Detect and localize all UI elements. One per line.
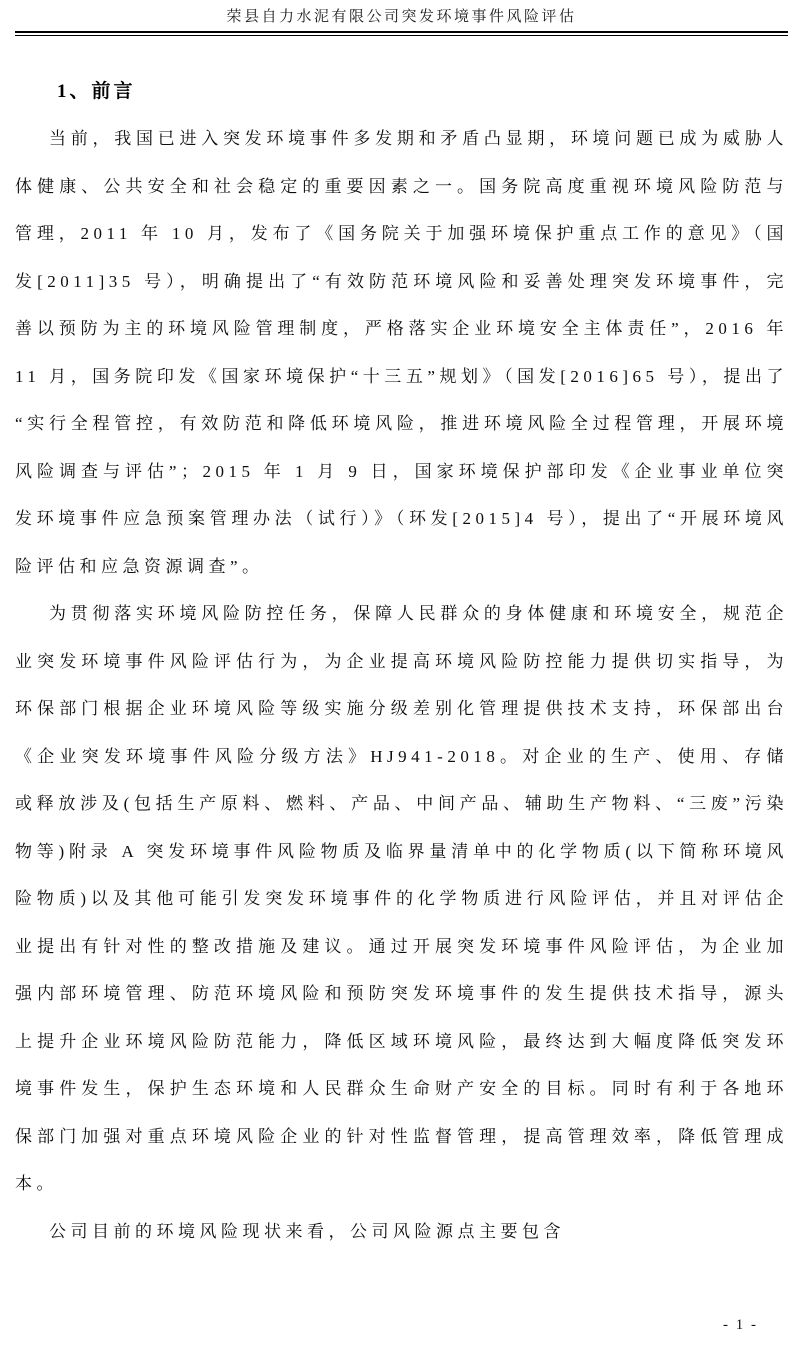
paragraph-company-risk-status: 公司目前的环境风险现状来看，公司风险源点主要包含	[49, 1221, 565, 1241]
paragraph-assessment-purpose: 为贯彻落实环境风险防控任务，保障人民群众的身体健康和环境安全，规范企业突发环境事件风险评估行为，为企业提高环境风险防控能力提供切实指导，为环保部门根据企业环境风险等级实施分级差别化管理提供技术支持，环保部出台《企业突发环境事件风险分级方法》HJ941-2018。对企业的生产、使用、存储或释放涉及(包括生产原料、燃料、产品、中间产品、辅助生产物料、“三废”污染物等)附录 A 突发环境事件风险物质及临界量清单中的化学物质(以下简称环境风险物质)以及其他可能引发突发环境事件的化学物质进行风险评估，并且对评估企业提出有针对性的整改措施及建议。通过开展突发环境事件风险评估，为企业加强内部环境管理、防范环境风险和预防突发环境事件的发生提供技术指导，源头上提升企业环境风险防范能力，降低区域环境风险，最终达到大幅度降低突发环境事件发生，保护生态环境和人民群众生命财产安全的目标。同时有利于各地环保部门加强对重点环境风险企业的针对性监督管理，提高管理效率，降低管理成本。	[15, 604, 788, 1193]
page-header	[15, 5, 788, 36]
page-number: - 1 -	[723, 1317, 758, 1333]
document-body	[15, 76, 788, 1255]
paragraph-intro-policy: 当前，我国已进入突发环境事件多发期和矛盾凸显期，环境问题已成为威胁人体健康、公共安全和社会稳定的重要因素之一。国务院高度重视环境风险防范与管理，2011 年 10 月，发布了《国务院关于加强环境保护重点工作的意见》（国发[2011]35 号），明确提出了“有效防范环境风险和妥善处理突发环境事件，完善以预防为主的环境风险管理制度，严格落实企业环境安全主体责任”，2016 年 11 月，国务院印发《国家环境保护“十三五”规划》（国发[2016]65 号），提出了“实行全程管控，有效防范和降低环境风险，推进环境风险全过程管理，开展环境风险调查与评估”；2015 年 1 月 9 日，国家环境保护部印发《企业事业单位突发环境事件应急预案管理办法（试行）》（环发[2015]4 号），提出了“开展环境风险评估和应急资源调查”。	[15, 129, 788, 576]
header-title: 荣县自力水泥有限公司突发环境事件风险评估	[226, 9, 577, 25]
header-rule-divider	[15, 31, 788, 36]
section-heading: 1、前言	[57, 81, 136, 102]
